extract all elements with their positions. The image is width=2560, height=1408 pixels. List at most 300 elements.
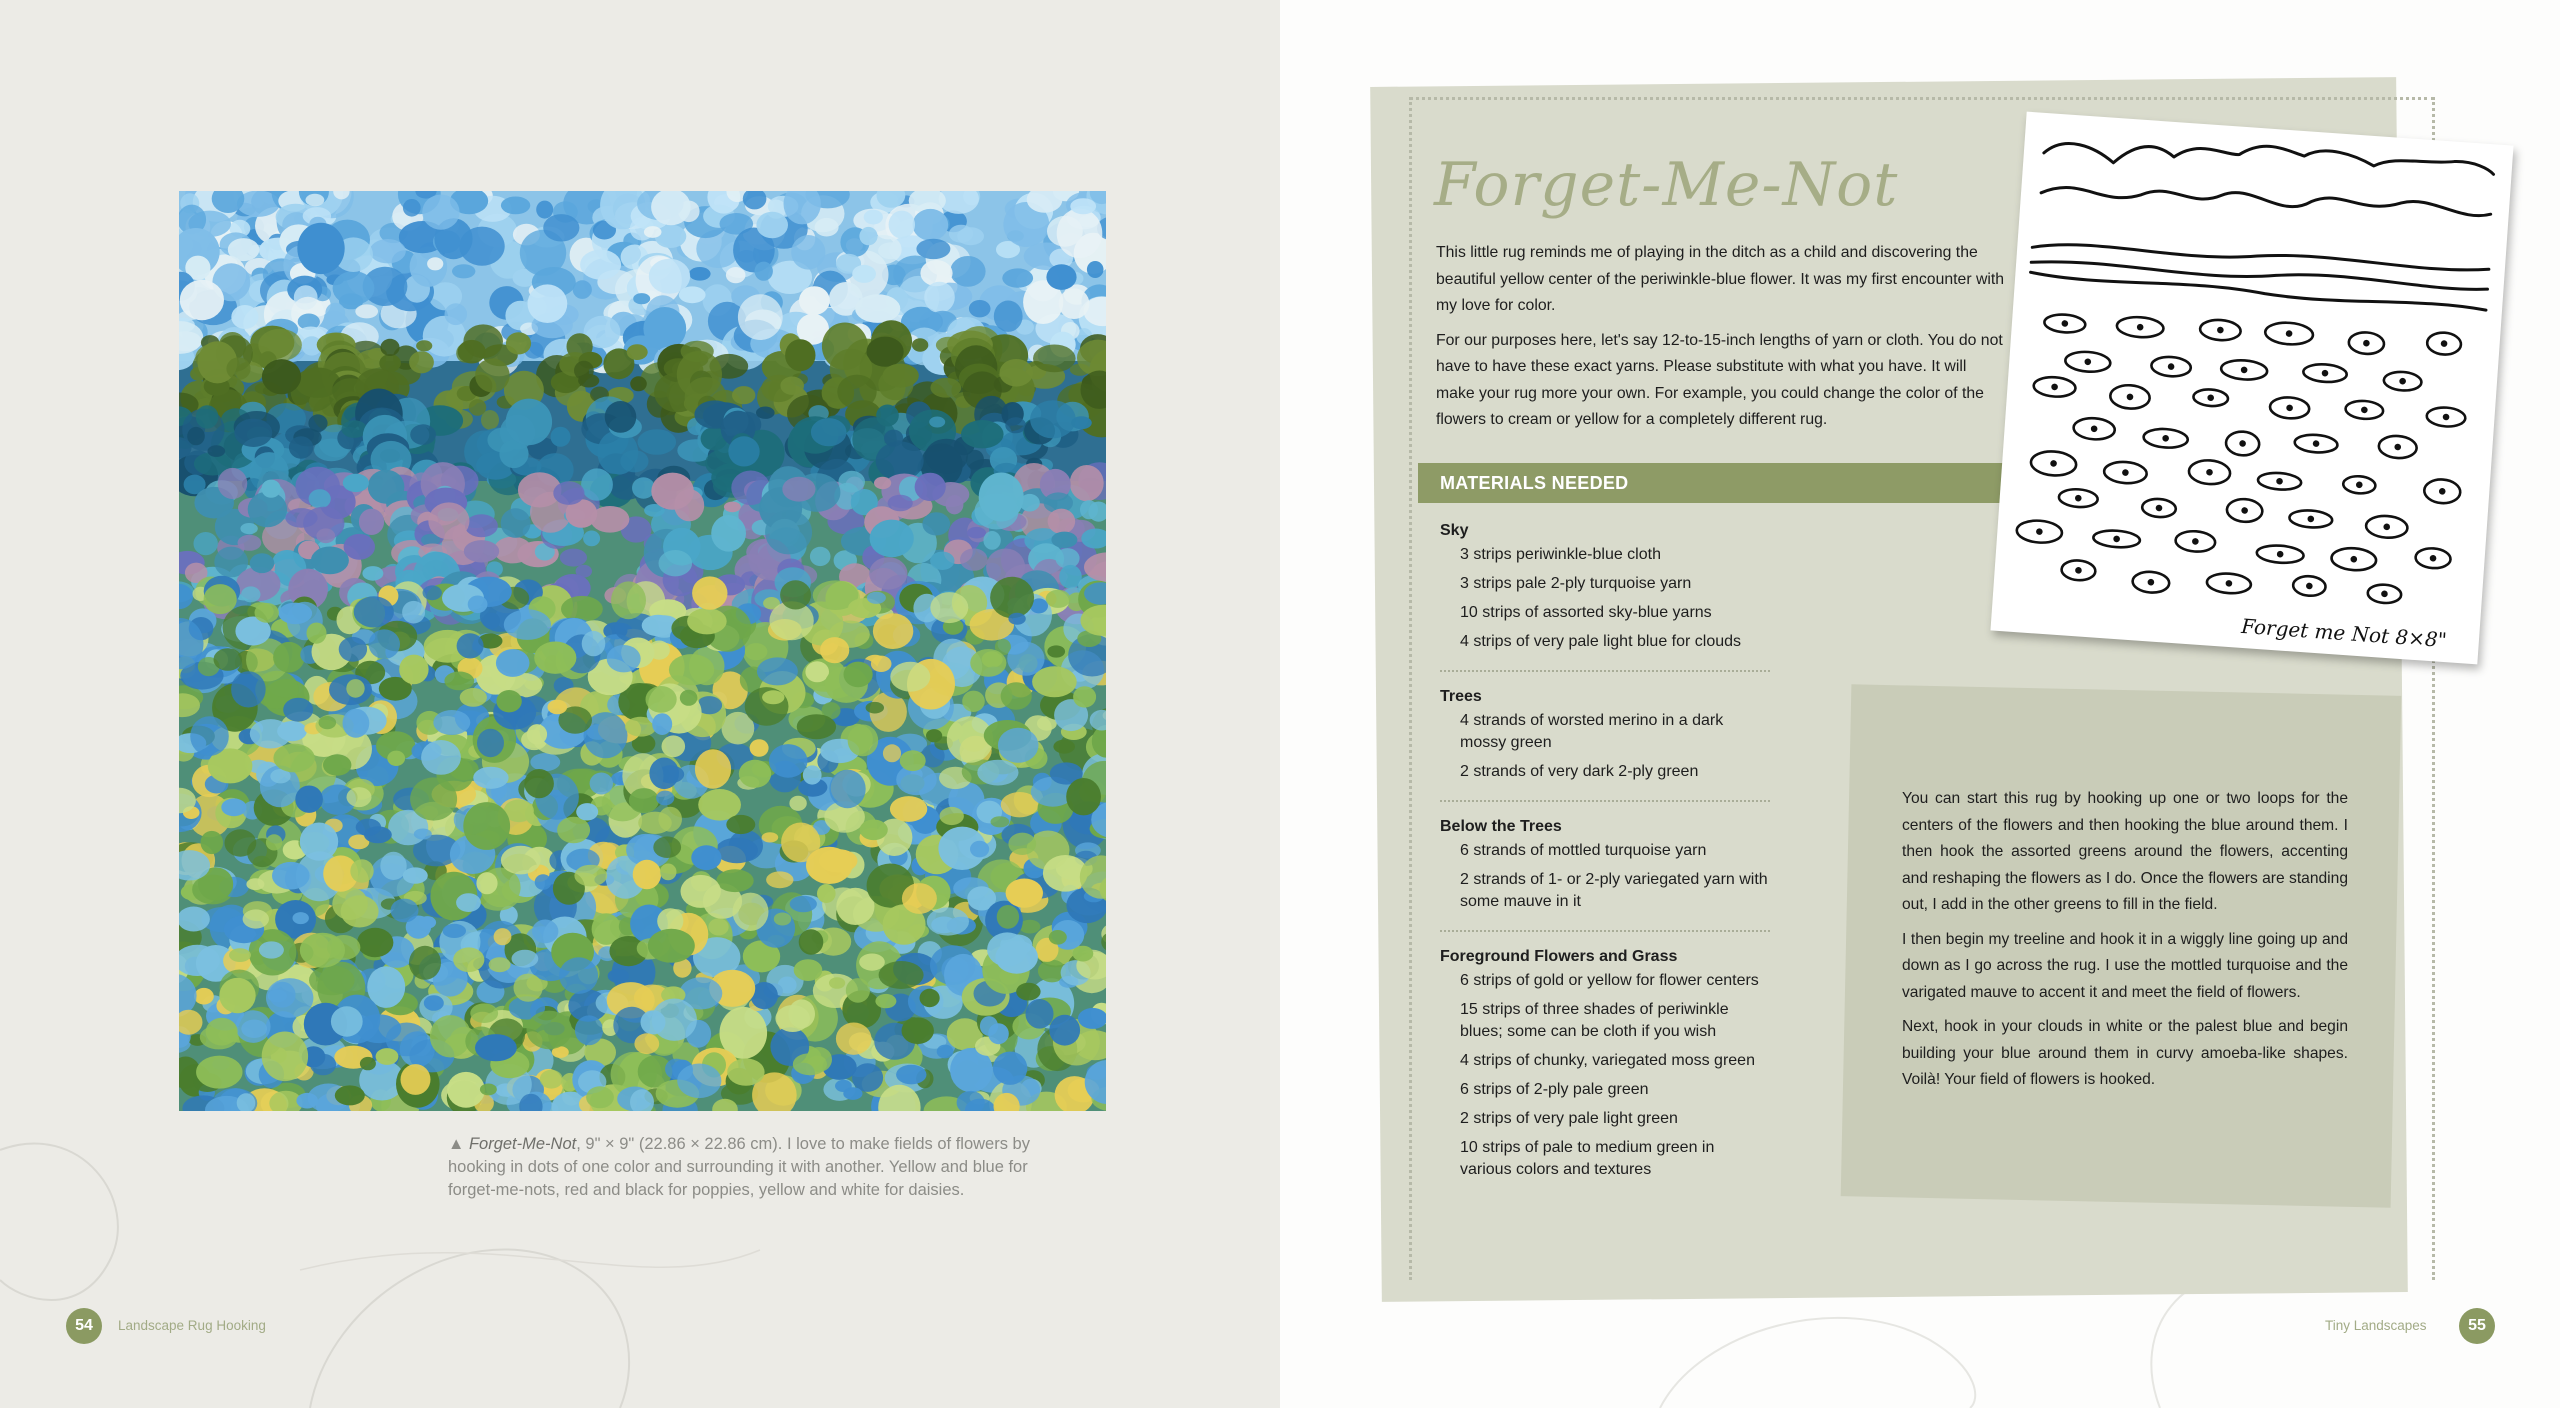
- project-title: Forget-Me-Not: [1434, 150, 1899, 220]
- yarn-loop: [774, 913, 791, 926]
- yarn-loop: [559, 957, 598, 994]
- materials-item: 10 strips of pale to medium green in various colors and textures: [1460, 1139, 1715, 1178]
- yarn-loop: [648, 641, 670, 660]
- yarn-loop: [1087, 261, 1104, 278]
- yarn-loop: [883, 364, 919, 388]
- yarn-loop: [970, 649, 1006, 677]
- yarn-loop: [929, 417, 945, 428]
- materials-section-heading: Below the Trees: [1440, 818, 1562, 835]
- intro-text: [1436, 240, 2008, 442]
- page-number-left: 54: [66, 1308, 102, 1344]
- yarn-loop: [1053, 740, 1075, 754]
- yarn-loop: [535, 874, 552, 890]
- yarn-loop: [357, 928, 393, 957]
- yarn-loop: [206, 1018, 238, 1046]
- yarn-loop: [652, 713, 672, 735]
- yarn-loop: [662, 735, 686, 757]
- yarn-loop: [354, 596, 394, 627]
- yarn-loop: [201, 831, 224, 854]
- yarn-loop: [859, 227, 877, 245]
- yarn-loop: [1059, 288, 1090, 319]
- materials-item: 15 strips of three shades of periwinkle blues; some can be cloth if you wish: [1460, 1001, 1729, 1040]
- yarn-loop: [691, 845, 721, 870]
- yarn-loop: [870, 520, 914, 558]
- sketch-flower-center: [2278, 552, 2282, 556]
- yarn-loop: [848, 725, 879, 757]
- yarn-loop: [262, 1032, 308, 1082]
- yarn-loop: [1007, 642, 1044, 676]
- yarn-loop: [681, 875, 721, 908]
- yarn-loop: [483, 613, 500, 629]
- yarn-loop: [652, 999, 697, 1041]
- yarn-loop: [293, 912, 309, 924]
- yarn-loop: [969, 300, 991, 317]
- sketch-flower-center: [2401, 379, 2405, 383]
- materials-item: 2 strips of very pale light green: [1460, 1110, 1678, 1127]
- yarn-loop: [266, 834, 282, 850]
- yarn-loop: [506, 399, 552, 446]
- yarn-loop: [1002, 268, 1033, 287]
- sketch-flower-center: [2209, 396, 2213, 400]
- yarn-loop: [255, 603, 279, 623]
- yarn-loop: [369, 629, 400, 659]
- yarn-loop: [494, 928, 512, 945]
- yarn-loop: [799, 286, 830, 315]
- yarn-loop: [644, 226, 662, 238]
- yarn-loop: [765, 510, 812, 554]
- yarn-loop: [970, 841, 989, 858]
- yarn-loop: [380, 852, 406, 880]
- yarn-loop: [896, 1065, 926, 1085]
- yarn-loop: [356, 819, 381, 836]
- yarn-loop: [309, 489, 331, 508]
- yarn-loop: [980, 1016, 998, 1036]
- sketch-flower-center: [2052, 385, 2056, 389]
- yarn-loop: [586, 1086, 614, 1108]
- sketch-flower-center: [2362, 408, 2366, 412]
- yarn-loop: [548, 700, 568, 715]
- sketch-flower-center: [2164, 436, 2168, 440]
- yarn-loop: [780, 580, 811, 609]
- yarn-loop: [815, 218, 839, 237]
- yarn-loop: [912, 338, 928, 351]
- yarn-loop: [864, 210, 883, 225]
- yarn-loop: [726, 267, 746, 283]
- yarn-loop: [1016, 983, 1040, 1001]
- yarn-loop: [590, 773, 613, 795]
- yarn-loop: [1049, 930, 1067, 945]
- yarn-loop: [790, 896, 817, 912]
- yarn-loop: [1046, 264, 1076, 290]
- yarn-loop: [627, 344, 648, 360]
- yarn-loop: [649, 758, 679, 790]
- yarn-loop: [327, 935, 360, 960]
- yarn-loop: [805, 661, 829, 682]
- yarn-loop: [196, 405, 219, 428]
- sketch-flower-center: [2157, 506, 2161, 510]
- yarn-loop: [1066, 778, 1101, 815]
- yarn-loop: [1049, 1015, 1080, 1046]
- yarn-loop: [920, 989, 940, 1007]
- yarn-loop: [962, 691, 985, 712]
- sketch-flower-center: [2123, 470, 2127, 474]
- yarn-loop: [681, 341, 714, 362]
- page-number-right: 55: [2459, 1308, 2495, 1344]
- yarn-loop: [757, 657, 798, 685]
- yarn-loop: [1026, 999, 1054, 1029]
- yarn-loop: [311, 547, 349, 575]
- materials-item: 6 strips of gold or yellow for flower centers: [1460, 972, 1759, 989]
- materials-item: 3 strips periwinkle-blue cloth: [1460, 546, 1661, 563]
- materials-heading: MATERIALS NEEDED: [1440, 473, 1629, 493]
- yarn-loop: [250, 553, 275, 573]
- materials-section-heading: Foreground Flowers and Grass: [1440, 948, 1678, 965]
- sketch-flower-center: [2169, 364, 2173, 368]
- yarn-loop: [218, 468, 248, 499]
- running-head-left: Landscape Rug Hooking: [118, 1318, 266, 1333]
- yarn-loop: [789, 796, 806, 811]
- yarn-loop: [1030, 400, 1076, 438]
- yarn-loop: [460, 688, 487, 707]
- yarn-loop: [308, 414, 327, 432]
- materials-list: [1440, 518, 1770, 1210]
- yarn-loop: [946, 495, 964, 514]
- yarn-loop: [1047, 645, 1065, 657]
- yarn-loop: [733, 893, 769, 931]
- yarn-loop: [477, 729, 504, 757]
- yarn-loop: [991, 816, 1010, 827]
- yarn-loop: [1051, 532, 1077, 548]
- yarn-loop: [716, 869, 753, 892]
- yarn-loop: [414, 829, 432, 840]
- yarn-loop: [333, 271, 375, 305]
- yarn-loop: [888, 495, 913, 512]
- sketch-flower-center: [2218, 328, 2222, 332]
- yarn-loop: [231, 305, 258, 329]
- instructions-paragraph: Next, hook in your clouds in white or the palest blue and begin building your blue around them in curvy amoeba-like shapes. Voilà! Your field of flowers is hooked.: [1902, 1018, 2348, 1088]
- yarn-loop: [1005, 417, 1026, 433]
- intro-paragraph: For our purposes here, let's say 12-to-15-inch lengths of yarn or cloth. You do not have to have these exact yarns. Please substitute with what you have. It will make your rug more your own. For example, you could change the color of the flowers to cream or yellow for a completely different rug.: [1436, 331, 2003, 428]
- yarn-loop: [646, 686, 677, 713]
- yarn-loop: [580, 250, 621, 280]
- yarn-loop: [489, 957, 511, 972]
- materials-section-trees: [1440, 684, 1770, 802]
- yarn-loop: [1008, 613, 1025, 625]
- sketch-flower-center: [2431, 556, 2435, 560]
- yarn-loop: [194, 988, 214, 1005]
- yarn-loop: [890, 662, 930, 692]
- yarn-loop: [501, 197, 530, 215]
- yarn-loop: [949, 225, 973, 243]
- yarn-loop: [687, 608, 727, 634]
- yarn-loop: [638, 812, 672, 834]
- yarn-loop: [339, 637, 367, 662]
- yarn-loop: [295, 786, 323, 813]
- yarn-loop: [527, 724, 547, 744]
- yarn-loop: [261, 480, 280, 498]
- sketch-drawing: [1990, 112, 2513, 665]
- yarn-loop: [1033, 345, 1076, 373]
- yarn-loop: [228, 238, 260, 261]
- yarn-loop: [465, 514, 498, 537]
- yarn-loop: [468, 596, 488, 614]
- yarn-loop: [557, 817, 590, 843]
- yarn-loop: [430, 1015, 471, 1057]
- yarn-loop: [463, 802, 510, 850]
- yarn-loop: [855, 294, 900, 323]
- yarn-loop: [960, 548, 988, 570]
- yarn-loop: [916, 239, 950, 259]
- yarn-loop: [362, 566, 383, 581]
- yarn-loop: [937, 1045, 954, 1059]
- yarn-loop: [875, 994, 896, 1008]
- yarn-loop: [496, 649, 530, 677]
- yarn-loop: [680, 690, 698, 706]
- sketch-flower-center: [2051, 461, 2055, 465]
- yarn-loop: [728, 436, 759, 466]
- yarn-loop: [739, 760, 771, 788]
- yarn-loop: [859, 954, 885, 971]
- sketch-flower-center: [2128, 395, 2132, 399]
- sketch-flower-center: [2277, 479, 2281, 483]
- yarn-loop: [475, 358, 510, 392]
- yarn-loop: [530, 753, 560, 771]
- yarn-loop: [669, 654, 714, 685]
- materials-item: 4 strips of very pale light blue for clouds: [1460, 633, 1742, 650]
- materials-item: 2 strands of very dark 2-ply green: [1460, 763, 1699, 780]
- yarn-loop: [811, 418, 847, 446]
- yarn-loop: [428, 502, 469, 539]
- yarn-loop: [674, 489, 704, 521]
- yarn-loop: [755, 262, 773, 281]
- yarn-loop: [659, 550, 693, 576]
- yarn-loop: [967, 527, 986, 539]
- yarn-loop: [869, 557, 907, 589]
- yarn-loop: [648, 929, 695, 963]
- yarn-loop: [966, 450, 984, 470]
- materials-item: 10 strips of assorted sky-blue yarns: [1460, 604, 1712, 621]
- yarn-loop: [873, 613, 913, 649]
- yarn-loop: [236, 1010, 271, 1043]
- materials-section-sky: [1440, 518, 1770, 672]
- yarn-loop: [536, 201, 553, 219]
- sketch-flower-center: [2287, 406, 2291, 410]
- yarn-loop: [677, 1064, 721, 1099]
- yarn-loop: [583, 531, 600, 547]
- yarn-loop: [983, 531, 1000, 550]
- yarn-loop: [575, 1015, 603, 1045]
- yarn-loop: [756, 407, 775, 419]
- yarn-loop: [496, 690, 521, 712]
- forget-me-not-rug-image: [179, 191, 1106, 1111]
- yarn-loop: [692, 576, 727, 609]
- yarn-loop: [514, 974, 543, 1002]
- sketch-flower-center: [2063, 321, 2067, 325]
- yarn-loop: [527, 1011, 572, 1050]
- yarn-loop: [344, 534, 375, 560]
- yarn-loop: [445, 303, 468, 325]
- yarn-loop: [576, 565, 592, 578]
- yarn-loop: [506, 332, 531, 354]
- yarn-loop: [1073, 946, 1094, 962]
- yarn-loop: [810, 547, 831, 566]
- yarn-loop: [745, 643, 768, 660]
- yarn-loop: [930, 592, 968, 623]
- yarn-loop: [346, 679, 364, 698]
- yarn-loop: [433, 710, 470, 735]
- materials-item: 3 strips pale 2-ply turquoise yarn: [1460, 575, 1692, 592]
- yarn-loop: [368, 470, 405, 504]
- yarn-loop: [204, 584, 237, 614]
- yarn-loop: [889, 211, 915, 239]
- yarn-loop: [852, 265, 876, 283]
- sketch-flower-center: [2385, 525, 2389, 529]
- materials-header-bar: [1418, 463, 2010, 503]
- yarn-loop: [902, 883, 937, 914]
- yarn-loop: [401, 1064, 431, 1095]
- yarn-loop: [350, 859, 373, 883]
- yarn-loop: [494, 537, 532, 564]
- yarn-loop: [630, 376, 647, 391]
- yarn-loop: [1000, 359, 1034, 387]
- yarn-loop: [574, 361, 594, 381]
- yarn-loop: [410, 424, 436, 445]
- yarn-loop: [409, 946, 441, 980]
- yarn-loop: [316, 528, 335, 543]
- yarn-loop: [347, 787, 372, 807]
- yarn-loop: [860, 820, 888, 841]
- yarn-loop: [913, 209, 949, 241]
- yarn-loop: [551, 427, 571, 447]
- yarn-loop: [423, 585, 442, 600]
- yarn-loop: [775, 1005, 810, 1032]
- yarn-loop: [512, 950, 539, 968]
- yarn-loop: [660, 864, 677, 881]
- yarn-loop: [325, 303, 345, 324]
- sketch-flower-center: [2227, 581, 2231, 585]
- sketch-flower-center: [2287, 331, 2291, 335]
- yarn-loop: [262, 359, 301, 394]
- yarn-loop: [229, 948, 251, 962]
- sketch-flower-center: [2207, 470, 2211, 474]
- yarn-loop: [642, 615, 675, 636]
- yarn-loop: [475, 1034, 517, 1061]
- yarn-loop: [924, 282, 955, 313]
- yarn-loop: [543, 214, 579, 241]
- yarn-loop: [343, 474, 369, 492]
- sketch-flower-center: [2309, 517, 2313, 521]
- yarn-loop: [524, 769, 554, 798]
- yarn-loop: [323, 754, 351, 775]
- yarn-loop: [927, 907, 969, 935]
- sketch-flower-center: [2314, 441, 2318, 445]
- yarn-loop: [540, 1070, 563, 1089]
- yarn-loop: [994, 301, 1023, 332]
- yarn-loop: [1080, 500, 1098, 519]
- yarn-loop: [272, 862, 310, 890]
- yarn-loop: [902, 1017, 934, 1044]
- yarn-loop: [1008, 833, 1036, 855]
- yarn-loop: [997, 905, 1019, 929]
- yarn-loop: [452, 264, 475, 278]
- yarn-loop: [829, 770, 865, 809]
- yarn-loop: [190, 716, 229, 756]
- yarn-loop: [480, 1084, 497, 1096]
- instructions-paragraph: You can start this rug by hooking up one or two loops for the centers of the flowers and then hooking the blue around them. I then hook the assorted greens around the flowers, accenting and reshaping the flowers as I do. Once the flowers are standing out, I add in the other greens to fill in the field.: [1902, 790, 2348, 913]
- yarn-loop: [387, 751, 405, 766]
- yarn-loop: [803, 765, 822, 784]
- yarn-loop: [214, 648, 243, 671]
- yarn-loop: [762, 690, 784, 704]
- yarn-loop: [424, 995, 444, 1011]
- sketch-flower-center: [2037, 529, 2041, 533]
- materials-section-below-trees: [1440, 814, 1770, 932]
- yarn-loop: [277, 721, 307, 741]
- yarn-loop: [649, 259, 690, 294]
- yarn-loop: [234, 419, 272, 447]
- yarn-loop: [453, 947, 484, 972]
- yarn-loop: [422, 195, 459, 230]
- yarn-loop: [473, 767, 508, 789]
- yarn-loop: [289, 436, 313, 458]
- yarn-loop: [376, 1048, 399, 1065]
- yarn-loop: [925, 439, 968, 474]
- yarn-loop: [836, 1023, 872, 1055]
- yarn-loop: [560, 549, 587, 567]
- sketch-flower-center: [2396, 445, 2400, 449]
- yarn-loop: [457, 633, 484, 658]
- yarn-loop: [343, 709, 370, 738]
- yarn-loop: [977, 760, 1018, 786]
- materials-section-foreground: [1440, 944, 1770, 1198]
- yarn-loop: [727, 1058, 764, 1085]
- yarn-loop: [240, 523, 257, 534]
- yarn-loop: [607, 645, 641, 672]
- yarn-loop: [307, 623, 327, 644]
- yarn-loop: [464, 540, 499, 562]
- yarn-loop: [306, 194, 325, 206]
- yarn-loop: [447, 1072, 485, 1108]
- sketch-flower-center: [2092, 427, 2096, 431]
- sketch-flower-center: [2149, 580, 2153, 584]
- yarn-loop: [416, 340, 432, 351]
- sketch-flower-center: [2382, 592, 2386, 596]
- materials-section-heading: Trees: [1440, 688, 1482, 705]
- yarn-loop: [750, 739, 769, 757]
- materials-item: 4 strands of worsted merino in a dark mossy green: [1460, 712, 1724, 751]
- yarn-loop: [785, 339, 815, 371]
- caption-text: , 9" × 9" (22.86 × 22.86 cm). I love to make fields of flowers by hooking in dots of one color and surrounding it with another. Yellow and blue for forget-me-nots, red and black for poppies, yellow and white for daisies.: [448, 1135, 1030, 1199]
- yarn-loop: [979, 473, 1024, 522]
- yarn-loop: [793, 1053, 827, 1075]
- yarn-loop: [208, 445, 226, 457]
- instructions-text: [1902, 786, 2348, 1102]
- sketch-flower-center: [2076, 568, 2080, 572]
- yarn-loop: [1070, 465, 1104, 501]
- yarn-loop: [838, 471, 865, 493]
- yarn-loop: [926, 729, 942, 742]
- yarn-loop: [781, 823, 820, 863]
- yarn-loop: [817, 884, 836, 903]
- yarn-loop: [309, 965, 355, 995]
- sketch-flower-center: [2352, 557, 2356, 561]
- yarn-loop: [355, 304, 378, 318]
- sketch-flower-center: [2243, 508, 2247, 512]
- yarn-loop: [409, 351, 434, 373]
- yarn-loop: [532, 920, 558, 944]
- sketch-label: Forget me Not 8×8": [2240, 613, 2448, 653]
- yarn-loop: [852, 1063, 883, 1092]
